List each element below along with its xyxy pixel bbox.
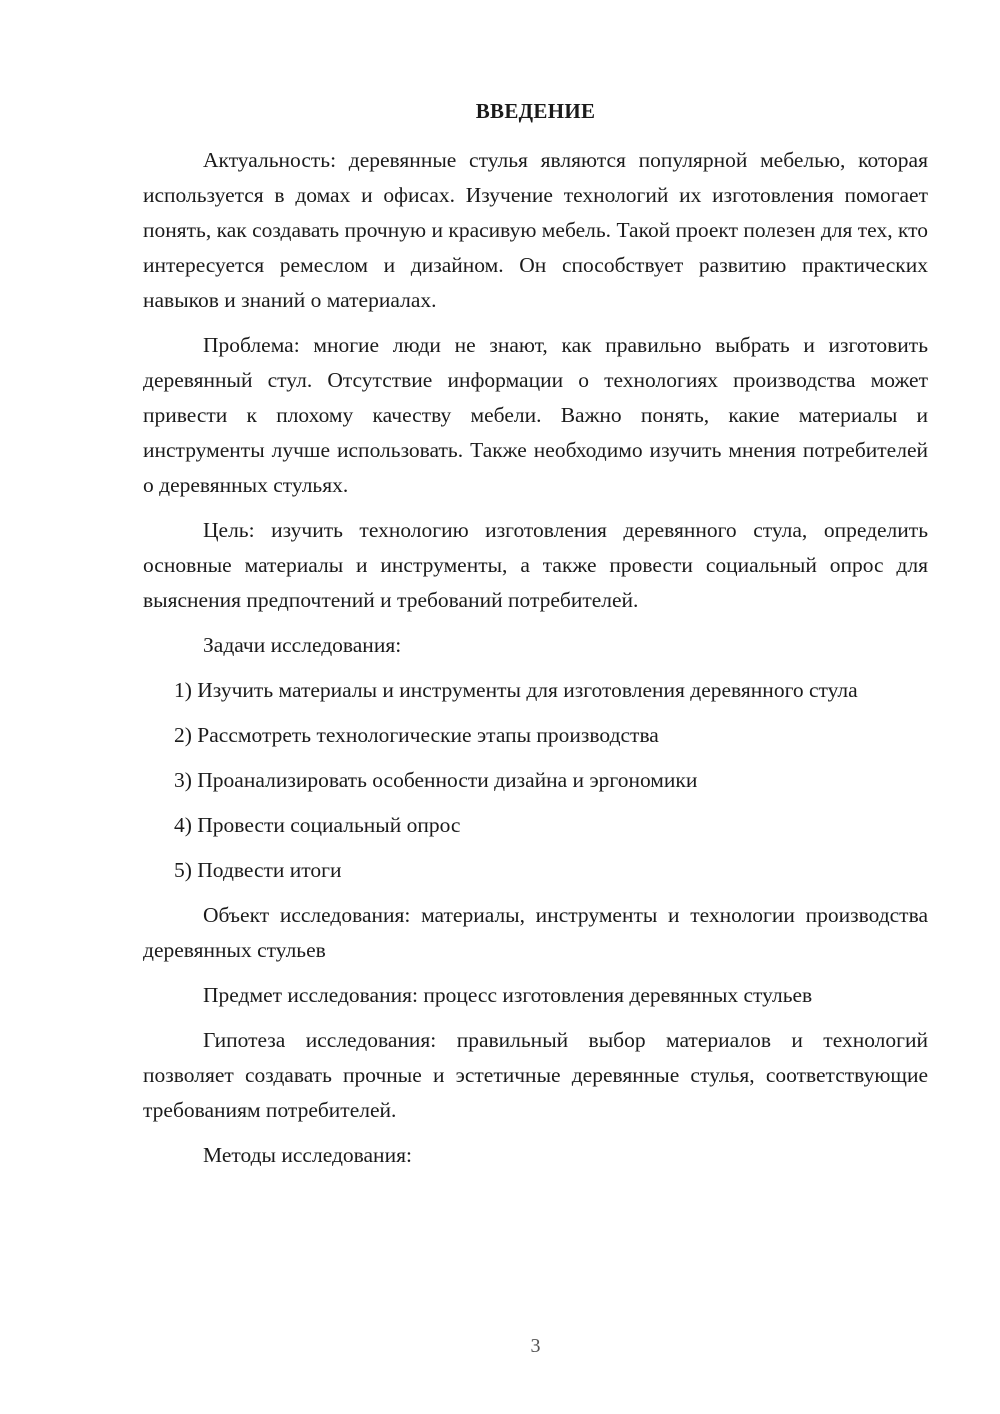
task-item-3: 3) Проанализировать особенности дизайна и эргономики xyxy=(174,768,698,792)
paragraph-methods: Методы исследования: xyxy=(203,1143,412,1167)
document-page xyxy=(143,0,928,1414)
paragraph-object: Объект исследования: материалы, инструменты и технологии производства деревянных стульев xyxy=(143,903,928,962)
section-title: ВВЕДЕНИЕ xyxy=(475,99,596,123)
document-body xyxy=(143,143,928,1183)
paragraph-relevance: Актуальность: деревянные стулья являются популярной мебелью, которая используется в домах и офисах. Изучение технологий их изготовления помогает понять, как создавать прочную и красивую мебель. Такой проект полезен для тех, кто интересуется ремеслом и дизайном. Он способствует развитию практических навыков и знаний о материалах. xyxy=(143,148,928,312)
paragraph-subject: Предмет исследования: процесс изготовления деревянных стульев xyxy=(203,983,813,1007)
paragraph-hypothesis: Гипотеза исследования: правильный выбор материалов и технологий позволяет создавать прочные и эстетичные деревянные стулья, соответствующие требованиям потребителей. xyxy=(143,1028,928,1122)
task-item-5: 5) Подвести итоги xyxy=(174,858,342,882)
task-item-1: 1) Изучить материалы и инструменты для изготовления деревянного стула xyxy=(174,678,858,702)
page-number: 3 xyxy=(530,1335,541,1357)
paragraph-tasks-heading: Задачи исследования: xyxy=(203,633,402,657)
paragraph-problem: Проблема: многие люди не знают, как правильно выбрать и изготовить деревянный стул. Отсутствие информации о технологиях производства может привести к плохому качеству мебели. Важно понять, какие материалы и инструменты лучше использовать. Также необходимо изучить мнения потребителей о деревянных стульях. xyxy=(143,333,928,497)
task-item-4: 4) Провести социальный опрос xyxy=(174,813,461,837)
task-item-2: 2) Рассмотреть технологические этапы производства xyxy=(174,723,659,747)
paragraph-goal: Цель: изучить технологию изготовления деревянного стула, определить основные материалы и инструменты, а также провести социальный опрос для выяснения предпочтений и требований потребителей. xyxy=(143,518,928,612)
